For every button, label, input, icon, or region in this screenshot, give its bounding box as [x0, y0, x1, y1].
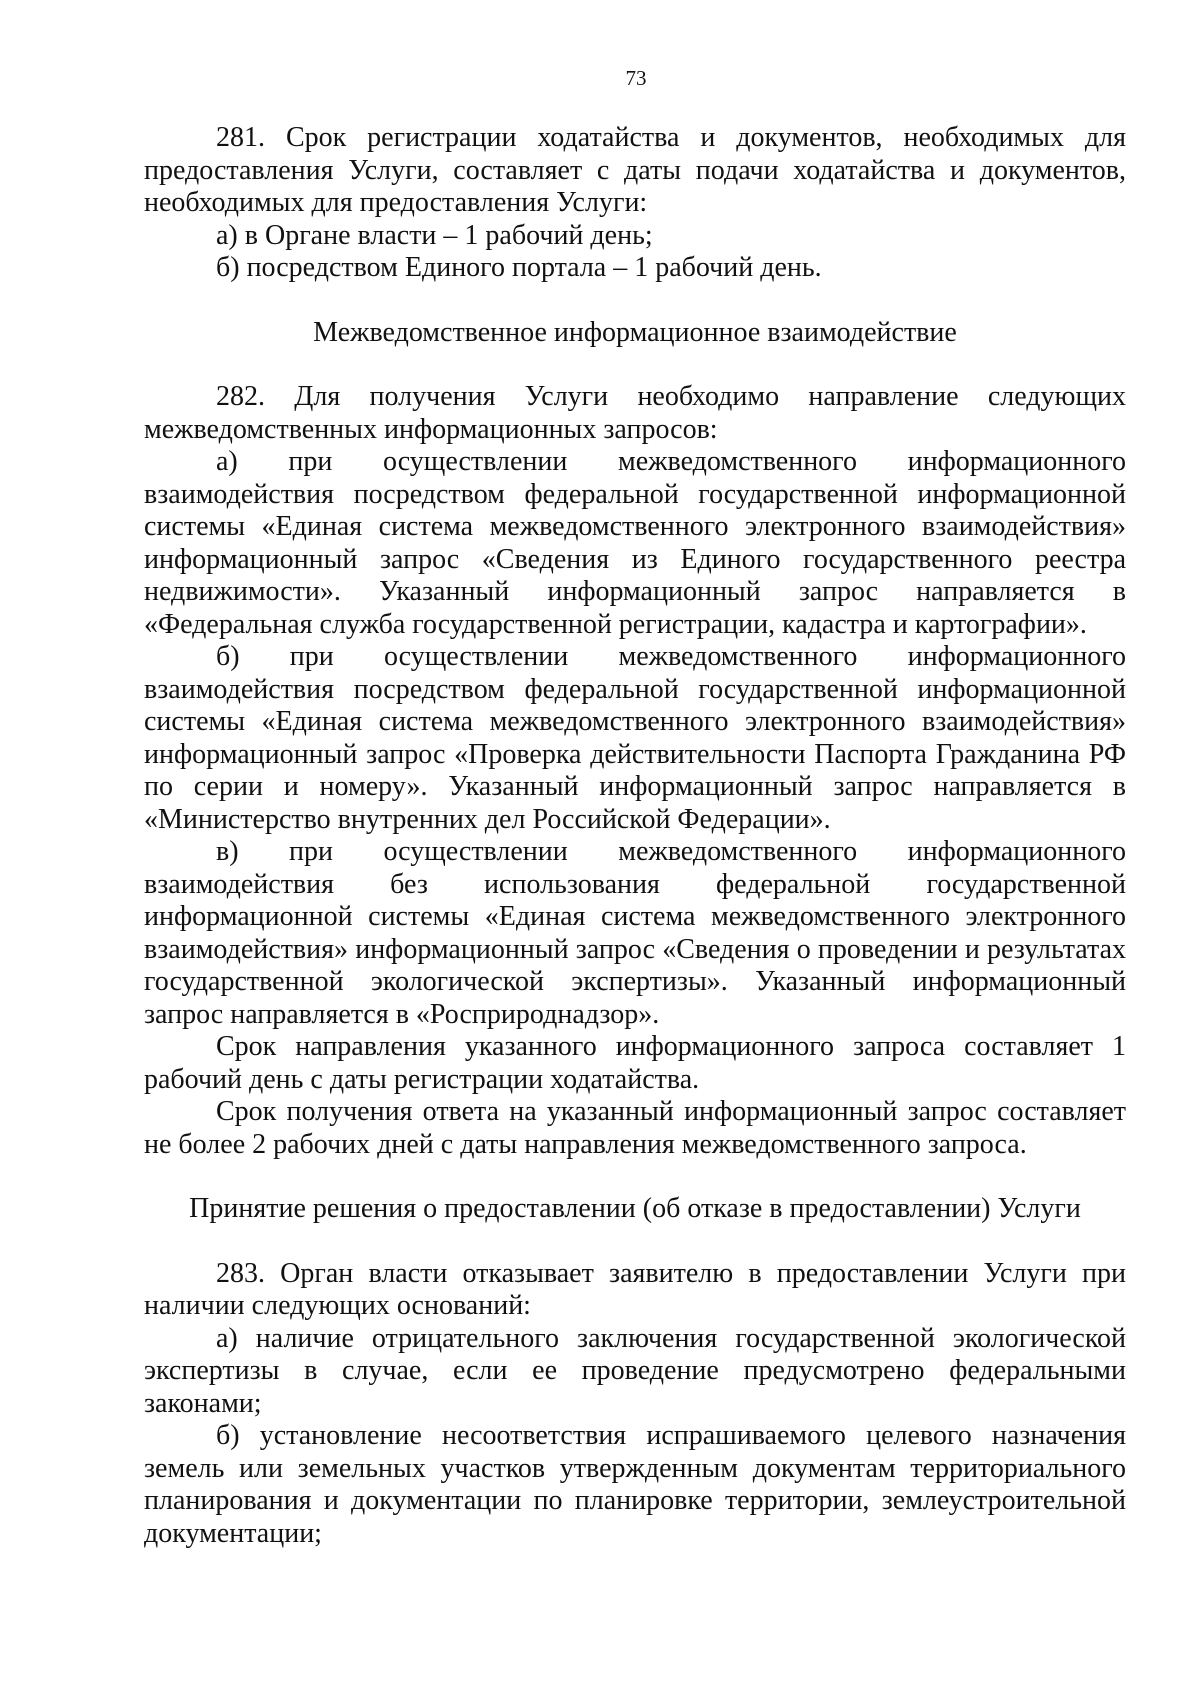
paragraph-283-b: б) установление несоответствия испрашиваемого целевого назначения земель или земельных участков утвержденным документам территориального планирования и документации по планировке территории, землеустроительной документации;	[144, 1420, 1126, 1549]
paragraph-282: 282. Для получения Услуги необходимо направление следующих межведомственных информационных запросов:	[144, 381, 1126, 445]
paragraph-282-b: б) при осуществлении межведомственного информационного взаимодействия посредством федеральной государственной информационной системы «Единая система межведомственного электронного взаимодействия» информационный запрос «Проверка действительности Паспорта Гражданина РФ по серии и номеру». Указанный информационный запрос направляется в «Министерство внутренних дел Российской Федерации».	[144, 641, 1126, 835]
paragraph-request-term: Срок направления указанного информационного запроса составляет 1 рабочий день с даты регистрации ходатайства.	[144, 1031, 1126, 1095]
paragraph-282-c: в) при осуществлении межведомственного информационного взаимодействия без использования федеральной государственной информационной системы «Единая система межведомственного электронного взаимодействия» информационный запрос «Сведения о проведении и результатах государственной экологической экспертизы». Указанный информационный запрос направляется в «Росприроднадзор».	[144, 836, 1126, 1030]
paragraph-283-a: а) наличие отрицательного заключения государственной экологической экспертизы в случае, если ее проведение предусмотрено федеральными законами;	[144, 1322, 1126, 1419]
paragraph-283: 283. Орган власти отказывает заявителю в предоставлении Услуги при наличии следующих оснований:	[144, 1257, 1126, 1321]
paragraph-response-term: Срок получения ответа на указанный информационный запрос составляет не более 2 рабочих дней с даты направления межведомственного запроса.	[144, 1096, 1126, 1160]
paragraph-282-a: а) при осуществлении межведомственного информационного взаимодействия посредством федеральной государственной информационной системы «Единая система межведомственного электронного взаимодействия» информационный запрос «Сведения из Единого государственного реестра недвижимости». Указанный информационный запрос направляется в «Федеральная служба государственной регистрации, кадастра и картографии».	[144, 446, 1126, 640]
document-body	[144, 122, 1126, 1550]
section-heading-decision: Принятие решения о предоставлении (об отказе в предоставлении) Услуги	[189, 1193, 1081, 1224]
paragraph-281-b: б) посредством Единого портала – 1 рабочий день.	[216, 252, 822, 283]
section-heading-interagency: Межведомственное информационное взаимодействие	[313, 316, 957, 348]
paragraph-281-a: а) в Органе власти – 1 рабочий день;	[216, 219, 653, 251]
page-number: 73	[625, 66, 647, 90]
paragraph-281: 281. Срок регистрации ходатайства и документов, необходимых для предоставления Услуги, составляет с даты подачи ходатайства и документов, необходимых для предоставления Услуги:	[144, 122, 1126, 218]
